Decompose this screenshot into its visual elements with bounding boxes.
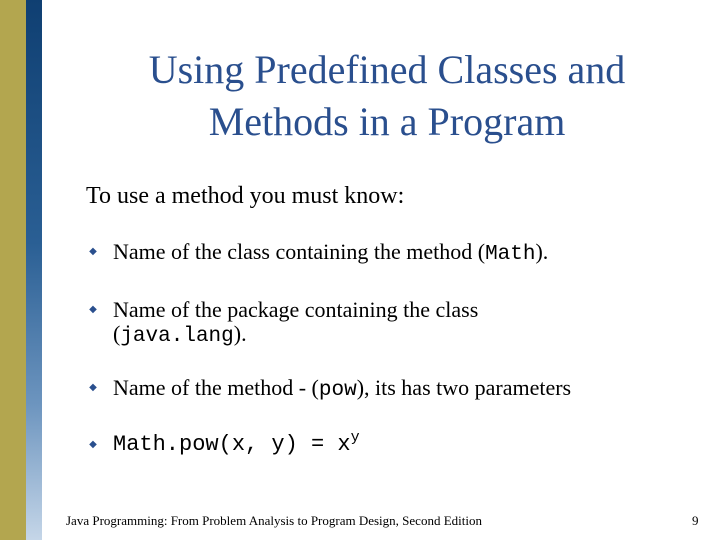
diamond-bullet-icon: ◆ [89,304,97,315]
bullet-text-open: ( [113,321,121,346]
code-math: Math [485,243,536,266]
title-line-1: Using Predefined Classes and [148,47,626,92]
left-navy-band [26,0,42,540]
code-java-lang: java.lang [120,325,234,348]
code-pow: pow [318,379,357,402]
bullet-text: Name of the method - ( [113,375,319,400]
left-olive-band [0,0,26,540]
bullet-text-end: ). [535,239,549,264]
diamond-bullet-icon: ◆ [89,439,97,450]
diamond-bullet-icon: ◆ [89,382,97,393]
page-number: 9 [692,513,699,528]
superscript-y: y [350,429,360,446]
code-math-pow: Math.pow(x, y) = x [113,432,351,457]
slide-title [90,44,684,148]
bullet-text-end: ). [233,321,247,346]
bullet-text: Name of the class containing the method ( [113,239,486,264]
intro-text: To use a method you must know: [86,183,405,209]
bullet-text: Name of the package containing the class [113,297,479,322]
diamond-bullet-icon: ◆ [89,246,97,257]
title-line-2: Methods in a Program [208,99,566,144]
footer-text: Java Programming: From Problem Analysis to Program Design, Second Edition [66,513,482,528]
bullet-text-end: ), its has two parameters [356,375,572,400]
